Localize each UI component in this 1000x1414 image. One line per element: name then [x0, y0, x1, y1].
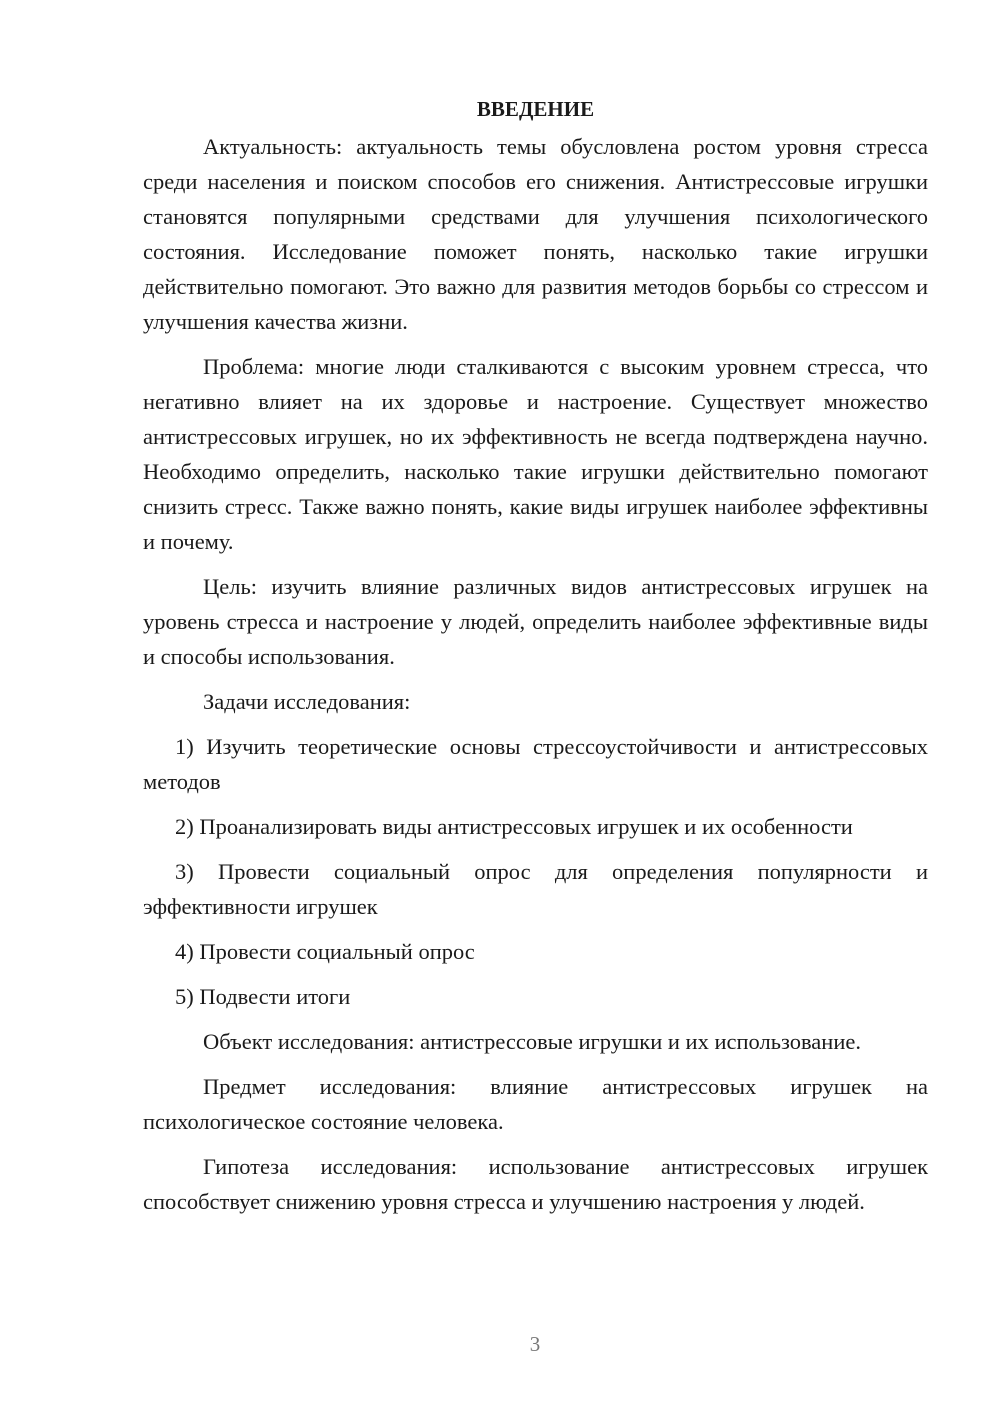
goal-paragraph: Цель: изучить влияние различных видов антистрессовых игрушек на уровень стресса и настроение у людей, определить наиболее эффективные виды и способы использования.: [143, 574, 928, 669]
task-item-4: 4) Провести социальный опрос: [175, 939, 475, 964]
task-item-3: 3) Провести социальный опрос для определения популярности и эффективности игрушек: [143, 859, 928, 919]
tasks-heading: Задачи исследования:: [203, 689, 411, 714]
page-title: ВВЕДЕНИЕ: [476, 97, 595, 121]
object-paragraph: Объект исследования: антистрессовые игрушки и их использование.: [203, 1029, 861, 1054]
page-number: 3: [529, 1332, 541, 1356]
subject-paragraph: Предмет исследования: влияние антистрессовых игрушек на психологическое состояние человека.: [143, 1074, 928, 1134]
relevance-paragraph: Актуальность: актуальность темы обусловлена ростом уровня стресса среди населения и поиском способов его снижения. Антистрессовые игрушки становятся популярными средствами для улучшения психологического состояния. Исследование поможет понять, насколько такие игрушки действительно помогают. Это важно для развития методов борьбы со стрессом и улучшения качества жизни.: [143, 134, 928, 334]
problem-paragraph: Проблема: многие люди сталкиваются с высоким уровнем стресса, что негативно влияет на их здоровье и настроение. Существует множество антистрессовых игрушек, но их эффективность не всегда подтверждена научно. Необходимо определить, насколько такие игрушки действительно помогают снизить стресс. Также важно понять, какие виды игрушек наиболее эффективны и почему.: [143, 354, 928, 554]
task-item-5: 5) Подвести итоги: [175, 984, 351, 1009]
task-item-1: 1) Изучить теоретические основы стрессоустойчивости и антистрессовых методов: [143, 734, 928, 794]
hypothesis-paragraph: Гипотеза исследования: использование антистрессовых игрушек способствует снижению уровня стресса и улучшению настроения у людей.: [143, 1154, 928, 1214]
document-page: [143, 92, 928, 1229]
task-item-2: 2) Проанализировать виды антистрессовых игрушек и их особенности: [175, 814, 853, 839]
